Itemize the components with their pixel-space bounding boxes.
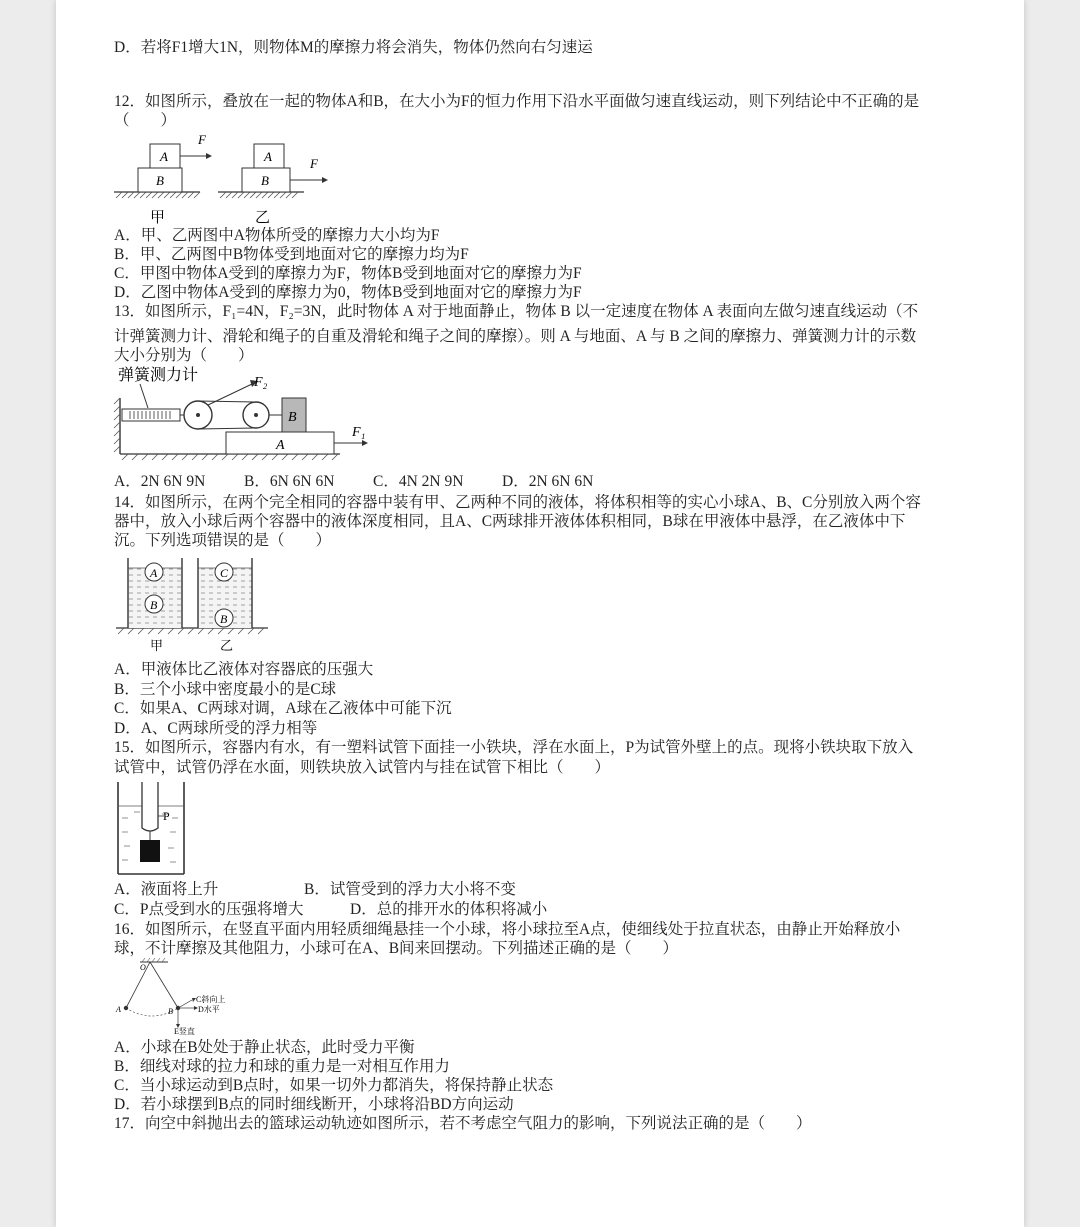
q11-option-d: D．若将F1增大1N，则物体M的摩擦力将会消失，物体仍然向右匀速运 [114, 39, 593, 56]
q13-fig-f1: F₁ [352, 425, 366, 440]
q12-stem-line-2: （ ） [114, 112, 177, 129]
q14-stem-line-3: 沉。下列选项错误的是（ ） [114, 532, 332, 549]
q14-option-d: D．A、C两球所受的浮力相等 [114, 720, 318, 737]
q16-option-b: B．细线对球的拉力和球的重力是一对相互作用力 [114, 1058, 450, 1075]
q13-figure [112, 362, 374, 462]
q12-figure-right [218, 144, 328, 198]
q14-stem-line-2: 器中，放入小球后两个容器中的液体深度相同，且A、C两球排开液体体积相同，B球在甲液体中悬浮，在乙液体中下 [114, 513, 906, 530]
q15-option-d: D．总的排开水的体积将减小 [350, 901, 548, 918]
q16-option-a: A．小球在B处处于静止状态，此时受力平衡 [114, 1039, 415, 1056]
q12-option-b: B．甲、乙两图中B物体受到地面对它的摩擦力均为F [114, 246, 469, 263]
q14-figure [112, 554, 282, 654]
q12-fig-label-a-right: A [264, 149, 272, 164]
q12-caption-left: 甲 [150, 210, 166, 226]
q13-stem-line-2: 计弹簧测力计、滑轮和绳子的自重及滑轮和绳子之间的摩擦）。则 A 与地面、A 与 B 之间的摩擦力、弹簧测力计的示数 [114, 328, 917, 345]
q14-caption-left: 甲 [150, 638, 164, 653]
q14-caption-right: 乙 [220, 638, 234, 653]
q12-fig-label-f: F [198, 132, 206, 147]
q13-stem-line-3: 大小分别为（ ） [114, 347, 254, 364]
q13-option-d: D．2N 6N 6N [502, 473, 594, 490]
q16-stem-line-1: 16．如图所示，在竖直平面内用轻质细绳悬挂一个小球，将小球拉至A点，使细线处于拉直状态，由静止开始释放小 [114, 921, 901, 938]
q12-caption-right: 乙 [255, 210, 271, 226]
q12-option-a: A．甲、乙两图中A物体所受的摩擦力大小均为F [114, 227, 440, 244]
q14-option-b: B．三个小球中密度最小的是C球 [114, 681, 337, 698]
q16-stem-line-2: 球，不计摩擦及其他阻力，小球可在A、B间来回摆动。下列描述正确的是（ ） [114, 940, 679, 957]
q15-stem-line-1: 15．如图所示，容器内有水，有一塑料试管下面挂一小铁块，浮在水面上，P为试管外壁上的点。现将小铁块取下放入 [114, 739, 914, 756]
q15-figure [112, 778, 192, 878]
q13-fig-a: A [276, 438, 285, 453]
q16-fig-a: A [116, 1005, 121, 1014]
q15-fig-p: P [163, 809, 170, 823]
q12-option-c: C．甲图中物体A受到的摩擦力为F，物体B受到地面对它的摩擦力为F [114, 265, 582, 282]
q16-fig-e: E竖直 [174, 1027, 195, 1036]
q13-stem-line-1: 13．如图所示，F₁=4N，F₂=3N，此时物体 A 对于地面静止，物体 B 以一定速度在物体 A 表面向左做匀速直线运动（不 [114, 303, 919, 320]
q16-fig-c: C斜向上 [196, 995, 226, 1004]
q14-ball-a: A [150, 566, 158, 580]
q13-option-b: B．6N 6N 6N [244, 473, 335, 490]
q12-stem-line-1: 12．如图所示，叠放在一起的物体A和B，在大小为F的恒力作用下沿水平面做匀速直线运动，则下列结论中不正确的是 [114, 93, 920, 110]
q15-option-a: A．液面将上升 [114, 881, 219, 898]
q13-fig-title: 弹簧测力计 [118, 367, 199, 384]
q14-ball-b-right: B [220, 612, 228, 626]
q14-ball-b-left: B [150, 598, 158, 612]
q12-figure-left [114, 132, 212, 198]
q12-fig-label-f-right: F [310, 156, 318, 171]
q16-fig-d: D水平 [198, 1005, 220, 1014]
q14-stem-line-1: 14．如图所示，在两个完全相同的容器中装有甲、乙两种不同的液体，将体积相等的实心小球A、B、C分别放入两个容 [114, 494, 921, 511]
q13-option-c: C．4N 2N 9N [373, 473, 464, 490]
q16-figure [112, 956, 242, 1036]
q12-option-d: D．乙图中物体A受到的摩擦力为0，物体B受到地面对它的摩擦力为F [114, 284, 582, 301]
q12-fig-label-a: A [160, 149, 168, 164]
q16-option-d: D．若小球摆到B点的同时细线断开，小球将沿BD方向运动 [114, 1096, 514, 1113]
q14-option-a: A．甲液体比乙液体对容器底的压强大 [114, 661, 374, 678]
q17-stem-line-1: 17．向空中斜抛出去的篮球运动轨迹如图所示，若不考虑空气阻力的影响，下列说法正确的是（ ） [114, 1115, 812, 1132]
q14-option-c: C．如果A、C两球对调，A球在乙液体中可能下沉 [114, 700, 452, 717]
q14-ball-c: C [220, 566, 229, 580]
q16-fig-o: O [140, 963, 146, 972]
q12-figure [112, 130, 342, 226]
q13-fig-f2: F₂ [254, 375, 268, 390]
q16-fig-b: B [168, 1007, 173, 1016]
q15-stem-line-2: 试管中，试管仍浮在水面，则铁块放入试管内与挂在试管下相比（ ） [114, 759, 611, 776]
q15-option-c: C．P点受到水的压强将增大 [114, 901, 304, 918]
q15-option-b: B．试管受到的浮力大小将不变 [304, 881, 516, 898]
q13-option-a: A．2N 6N 9N [114, 473, 206, 490]
q16-option-c: C．当小球运动到B点时，如果一切外力都消失，将保持静止状态 [114, 1077, 554, 1094]
q12-fig-label-b: B [156, 173, 164, 188]
q12-fig-label-b-right: B [261, 173, 269, 188]
q13-fig-b: B [288, 410, 297, 425]
